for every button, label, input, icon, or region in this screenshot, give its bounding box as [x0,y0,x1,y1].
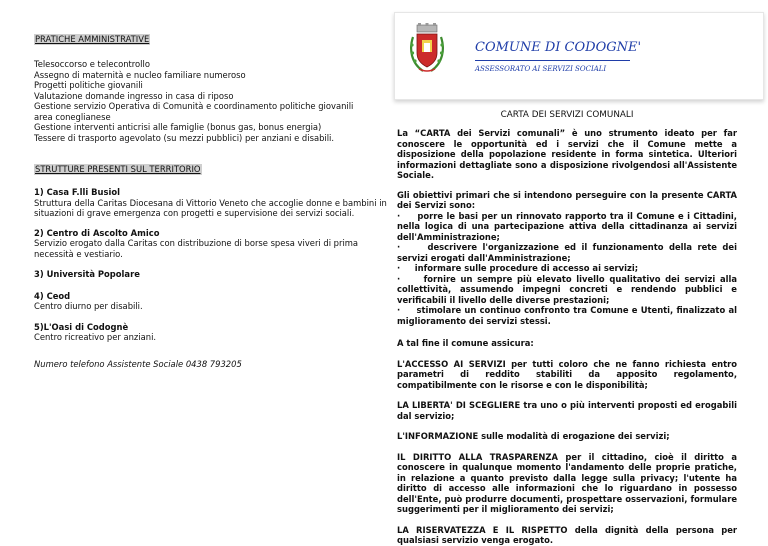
service-item: Gestione servizio Operativa di Comunità e coordinamento politiche giovanili [34,101,354,111]
left-column [34,27,387,369]
structure-title: 3) Università Popolare [34,269,140,279]
service-item: Progetti politiche giovanili [34,80,143,90]
right-item-head: IL DIRITTO ALLA TRASPARENZA [397,451,558,462]
objectives-block [397,190,737,327]
service-item: area coneglianese [34,111,111,122]
structure-title: 4) Ceod [34,290,71,301]
comune-title: COMUNE DI CODOGNE' [475,40,642,55]
header-divider [475,60,630,61]
assessorato-subtitle: ASSESSORATO AI SERVIZI SOCIALI [475,65,607,73]
right-item-text: tra uno o più interventi proposti ed erogabili dal servizio; [397,400,737,421]
structure-item [34,269,364,280]
right-item-text: per tutti coloro che ne fanno richiesta entro parametri di reddito stabiliti da apposito regolamento, compatibilmente con le risorse e con le disponibilità; [397,358,737,390]
right-column [397,12,737,546]
right-item-text: della dignità della persona per qualsiasi servizio venga erogato. [397,524,738,545]
service-item: Assegno di maternità e nucleo familiare numeroso [34,69,246,80]
section-title-strutture: STRUTTURE PRESENTI SUL TERRITORIO [35,164,201,174]
right-item [397,431,737,442]
structure-item [34,187,387,219]
service-item: Tessere di trasporto agevolato (su mezzi pubblici) per anziani e disabili. [34,132,335,143]
service-item: Gestione interventi anticrisi alle famiglie (bonus gas, bonus energia) [34,122,322,132]
carta-title: CARTA DEI SERVIZI COMUNALI [500,110,634,120]
objective-item: · fornire un sempre più elevato livello qualitativo dei servizi alla collettività, assumendo impegni concreti e rendendo pubblici e verificabili il livello delle diverse prestazioni; [397,273,737,305]
assures-intro: A tal fine il comune assicura: [397,338,534,348]
right-item-head: LA LIBERTA' DI SCEGLIERE [397,400,521,410]
assistant-phone: Numero telefono Assistente Sociale 0438 793205 [34,358,242,369]
objective-item: · descrivere l'organizzazione ed il funzionamento della rete dei servizi erogati dall'Amministrazione; [397,242,737,263]
service-item: Telesoccorso e telecontrollo [34,59,150,69]
structure-desc: Centro ricreativo per anziani. [34,332,157,342]
objective-item: · porre le basi per un rinnovato rapporto tra il Comune e i Cittadini, nella logica di una partecipazione attiva della cittadinanza ai servizi dell'Amministrazione; [397,210,737,242]
intro-paragraph: La “CARTA dei Servizi comunali” è uno strumento ideato per far conoscere le opportunità ed i servizi che il Comune mette a disposizione della popolazione residente in forma sintetica. Ulteriori informazioni dettagliate sono a disposizione rivolgendosi all'Assistente Sociale. [397,128,737,180]
right-item [397,525,737,546]
structure-item [34,291,364,312]
section-title-pratiche: PRATICHE AMMINISTRATIVE [35,34,150,44]
right-item-head: L'ACCESSO AI SERVIZI [397,358,506,369]
structure-item [34,228,364,260]
service-item: Valutazione domande ingresso in casa di riposo [34,90,234,101]
structure-item [34,322,364,343]
structure-title: 1) Casa F.lli Busiol [34,187,120,197]
objective-item: · informare sulle procedure di accesso ai servizi; [397,263,639,273]
right-item-text: sulle modalità di erogazione dei servizi; [478,431,670,441]
right-item-head: LA RISERVATEZZA E IL RISPETTO [397,524,568,535]
right-item-text: per il cittadino, cioè il diritto a conoscere in qualunque momento l'andamento delle proprie pratiche, in relazione a quanto previsto dalla legge sulla privacy; l'utente ha diritto di accesso alle informazioni che lo riguardano in possesso dell'Ente, può produrre documenti, prospettare osservazioni, formulare suggerimenti per il miglioramento dei servizi; [397,451,737,514]
header-banner [394,12,764,100]
structure-desc: necessità e vestiario. [34,248,123,259]
right-item [397,452,737,515]
objective-item: · stimolare un continuo confronto tra Comune e Utenti, finalizzato al miglioramento dei servizi stessi. [397,305,737,326]
coat-of-arms-icon [409,23,445,75]
structure-title: 5)L'Oasi di Codognè [34,321,129,332]
right-item [397,400,737,421]
right-item-head: L'INFORMAZIONE [397,431,479,441]
structure-desc: situazioni di grave emergenza con progetti e supervisione dei servizi sociali. [34,208,355,218]
structure-desc: Servizio erogato dalla Caritas con distribuzione di borse spesa viveri di prima [34,238,359,248]
structure-title: 2) Centro di Ascolto Amico [34,227,160,238]
services-list [34,59,364,143]
objectives-intro: Gli obiettivi primari che si intendono perseguire con la presente CARTA dei Servizi sono: [397,189,737,210]
structure-desc: Centro diurno per disabili. [34,301,143,311]
structure-desc: Struttura della Caritas Diocesana di Vittorio Veneto che accoglie donne e bambini in [34,197,387,208]
right-item [397,359,737,391]
